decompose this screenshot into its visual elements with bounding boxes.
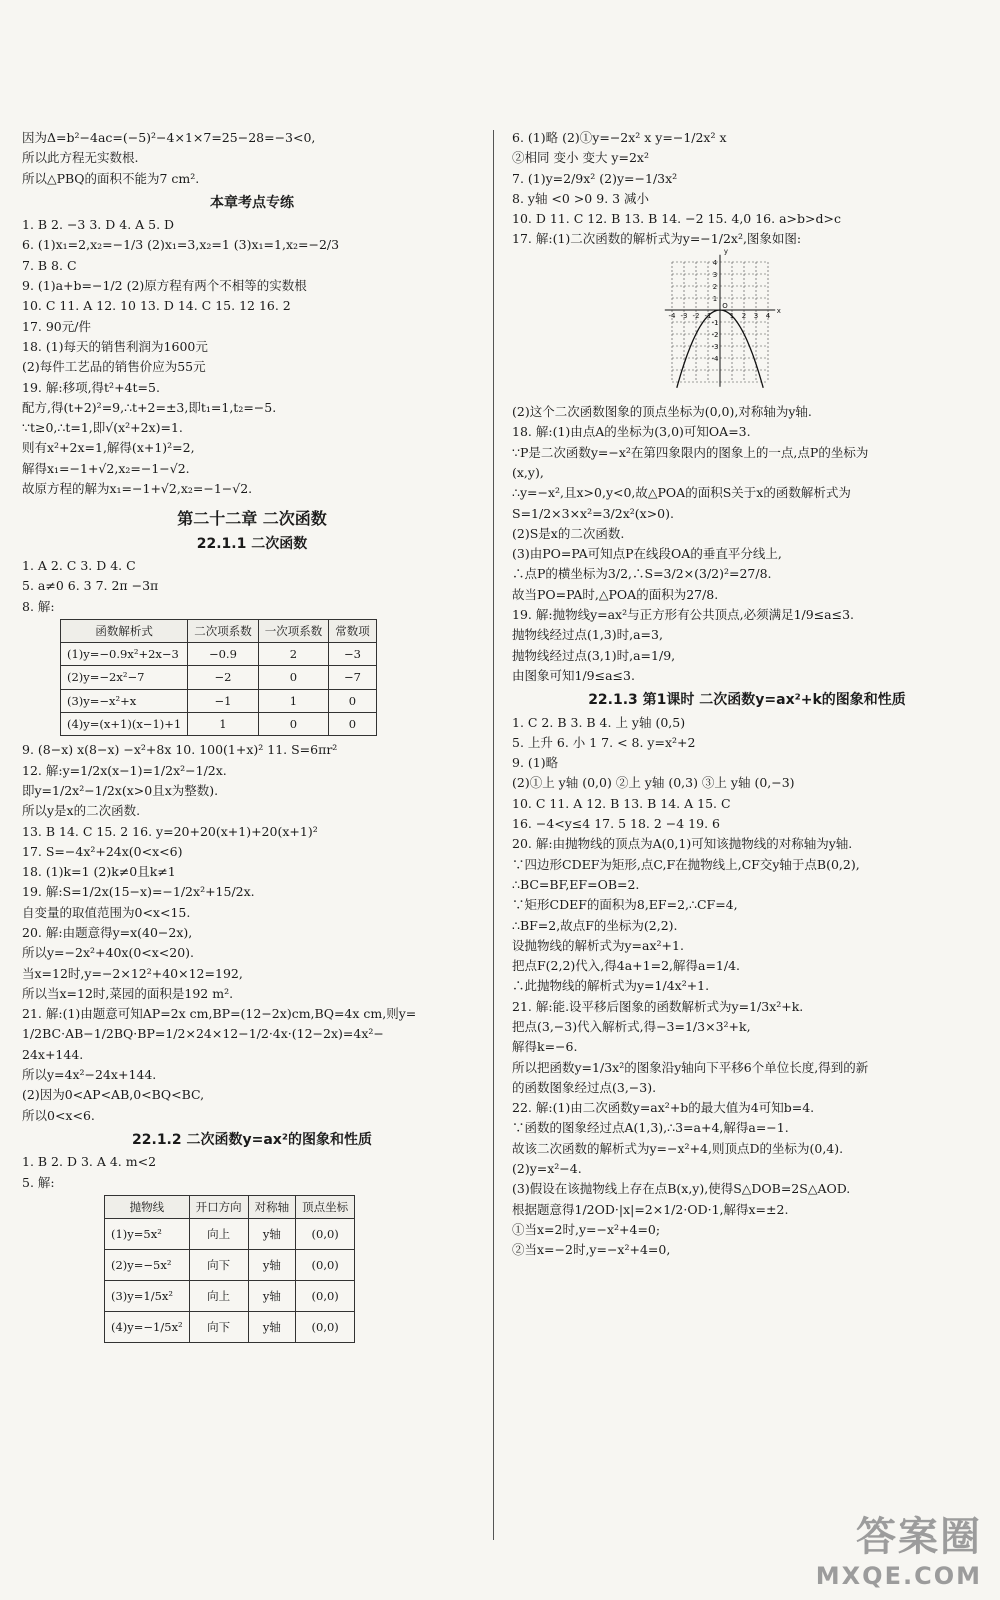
- table-cell: 0: [258, 713, 329, 736]
- answer-line: 解得x₁=−1+√2,x₂=−1−√2.: [22, 460, 190, 476]
- x-tick-label: 3: [753, 311, 759, 320]
- table-row: [61, 689, 377, 712]
- table-cell: (3)y=1/5x²: [105, 1281, 190, 1312]
- answer-line: 把点(3,−3)代入解析式,得−3=1/3×3²+k,: [512, 1018, 751, 1034]
- answer-line: 抛物线经过点(3,1)时,a=1/9,: [512, 647, 676, 663]
- table-cell: (2)y=−5x²: [105, 1250, 190, 1281]
- answer-line: (2)每件工艺品的销售价应为55元: [22, 359, 206, 375]
- answer-line: ∵P是二次函数y=−x²在第四象限内的图象上的一点,点P的坐标为: [512, 444, 869, 460]
- answer-line: 5. a≠0 6. 3 7. 2π −3π: [22, 578, 159, 594]
- answer-line: 7. (1)y=2/9x² (2)y=−1/3x²: [512, 170, 678, 186]
- table-cell: 0: [258, 666, 329, 689]
- answer-line: 的函数图象经过点(3,−3).: [512, 1079, 657, 1095]
- answer-line: ∴点P的横坐标为3/2,∴S=3/2×(3/2)²=27/8.: [512, 566, 772, 582]
- x-tick-label: -3: [680, 311, 688, 320]
- table-cell: (3)y=−x²+x: [61, 689, 188, 712]
- answer-line: (2)因为0<AP<AB,0<BQ<BC,: [22, 1087, 205, 1103]
- answer-line: 8. y轴 <0 >0 9. 3 减小: [512, 190, 650, 206]
- answer-line: (2)①上 y轴 (0,0) ②上 y轴 (0,3) ③上 y轴 (0,−3): [512, 775, 795, 791]
- table-cell: (2)y=−2x²−7: [61, 666, 188, 689]
- answer-line: 19. 解:移项,得t²+4t=5.: [22, 379, 160, 395]
- answer-line: 12. 解:y=1/2x(x−1)=1/2x²−1/2x.: [22, 762, 227, 778]
- table-cell: 1: [188, 713, 259, 736]
- table-cell: 向下: [189, 1312, 248, 1343]
- answer-line: ∴此抛物线的解析式为y=1/4x²+1.: [512, 978, 710, 994]
- watermark-logo: [816, 1505, 982, 1590]
- table-cell: y轴: [248, 1219, 296, 1250]
- left-column: [22, 128, 482, 1347]
- table-header-cell: 顶点坐标: [296, 1195, 355, 1218]
- origin-label: O: [722, 301, 728, 310]
- table-row: [105, 1281, 355, 1312]
- table-cell: (4)y=−1/5x²: [105, 1312, 190, 1343]
- answer-line: 根据题意得1/2OD·|x|=2×1/2·OD·1,解得x=±2.: [512, 1201, 789, 1217]
- answer-line: 故该二次函数的解析式为y=−x²+4,则顶点D的坐标为(0,4).: [512, 1140, 844, 1156]
- answer-line: 即y=1/2x²−1/2x(x>0且x为整数).: [22, 782, 219, 798]
- table-header-cell: 一次项系数: [258, 619, 329, 642]
- answer-line: ∴BC=BF,EF=OB=2.: [512, 876, 640, 892]
- answer-line: 17. 90元/件: [22, 318, 91, 334]
- answer-line: 8. 解:: [22, 598, 55, 614]
- answer-line: 19. 解:抛物线y=ax²与正方形有公共顶点,必须满足1/9≤a≤3.: [512, 607, 855, 623]
- right-answers-a: [512, 128, 982, 250]
- section-title-22-1-3: 22.1.3 第1课时 二次函数y=ax²+k的图象和性质: [588, 692, 906, 709]
- answer-line: 5. 上升 6. 小 1 7. < 8. y=x²+2: [512, 734, 696, 750]
- y-tick-label: -2: [711, 330, 719, 339]
- answer-line: ②相同 变小 变大 y=2x²: [512, 150, 649, 166]
- x-axis-label: x: [776, 306, 781, 315]
- table-cell: −3: [329, 643, 377, 666]
- y-tick-label: -4: [711, 354, 719, 363]
- table-row: [61, 666, 377, 689]
- table-cell: 2: [258, 643, 329, 666]
- answer-line: 5. 解:: [22, 1174, 55, 1190]
- answer-line: 18. (1)k=1 (2)k≠0且k≠1: [22, 864, 176, 880]
- table-header-cell: 常数项: [329, 619, 377, 642]
- section-22-1-2-answers: [22, 1152, 482, 1193]
- answer-line: ∵四边形CDEF为矩形,点C,F在抛物线上,CF交y轴于点B(0,2),: [512, 856, 860, 872]
- answer-line: 因为Δ=b²−4ac=(−5)²−4×1×7=25−28=−3<0,: [22, 130, 316, 145]
- answer-line: 所以△PBQ的面积不能为7 cm².: [22, 170, 200, 186]
- y-axis-label: y: [723, 247, 729, 256]
- table-cell: (0,0): [296, 1312, 355, 1343]
- table-cell: 0: [329, 689, 377, 712]
- answer-line: ②当x=−2时,y=−x²+4=0,: [512, 1242, 671, 1258]
- answer-line: (3)由PO=PA可知点P在线段OA的垂直平分线上,: [512, 546, 782, 562]
- answer-line: 1. B 2. −3 3. D 4. A 5. D: [22, 217, 175, 233]
- section-title-22-1-1: 22.1.1 二次函数: [196, 535, 308, 552]
- answer-line: 13. B 14. C 15. 2 16. y=20+20(x+1)+20(x+1)²: [22, 823, 318, 839]
- answer-line: 所以当x=12时,菜园的面积是192 m².: [22, 985, 234, 1001]
- table-header-cell: 抛物线: [105, 1195, 190, 1218]
- answer-line: 1. C 2. B 3. B 4. 上 y轴 (0,5): [512, 714, 686, 730]
- table-header-cell: 开口方向: [189, 1195, 248, 1218]
- answer-line: 16. −4<y≤4 17. 5 18. 2 −4 19. 6: [512, 816, 720, 832]
- table-row: [105, 1312, 355, 1343]
- answer-line: 24x+144.: [22, 1046, 84, 1062]
- answer-line: 1. A 2. C 3. D 4. C: [22, 557, 136, 573]
- answer-line: 所以y=−2x²+40x(0<x<20).: [22, 945, 195, 961]
- intro-lines: [22, 128, 482, 189]
- table-cell: (0,0): [296, 1281, 355, 1312]
- answer-line: 9. (1)略: [512, 755, 559, 771]
- answer-line: 6. (1)x₁=2,x₂=−1/3 (2)x₁=3,x₂=1 (3)x₁=1,x₂=−2/3: [22, 237, 340, 253]
- parabola-table: [104, 1195, 355, 1343]
- answer-line: 所以y是x的二次函数.: [22, 803, 141, 819]
- table-cell: (4)y=(x+1)(x−1)+1: [61, 713, 188, 736]
- answer-line: 故当PO=PA时,△POA的面积为27/8.: [512, 586, 719, 602]
- table-cell: (0,0): [296, 1250, 355, 1281]
- answer-line: 自变量的取值范围为0<x<15.: [22, 904, 191, 920]
- answer-line: 17. S=−4x²+24x(0<x<6): [22, 843, 183, 859]
- y-tick-label: -3: [711, 342, 719, 351]
- answer-line: 解得k=−6.: [512, 1039, 578, 1055]
- section-22-1-1-answers-continued: [22, 740, 482, 1126]
- table-cell: y轴: [248, 1250, 296, 1281]
- x-tick-label: -2: [692, 311, 700, 320]
- answer-line: ∴y=−x²,且x>0,y<0,故△POA的面积S关于x的函数解析式为: [512, 485, 851, 501]
- table-cell: (1)y=5x²: [105, 1219, 190, 1250]
- answer-line: 17. 解:(1)二次函数的解析式为y=−1/2x²,图象如图:: [512, 231, 802, 247]
- table-cell: −7: [329, 666, 377, 689]
- answer-line: ∵函数的图象经过点A(1,3),∴3=a+4,解得a=−1.: [512, 1120, 789, 1136]
- x-tick-label: 1: [729, 311, 735, 320]
- y-tick-label: 2: [712, 282, 718, 291]
- answer-line: 22. 解:(1)由二次函数y=ax²+b的最大值为4可知b=4.: [512, 1100, 815, 1116]
- answer-line: 21. 解:(1)由题意可知AP=2x cm,BP=(12−2x)cm,BQ=4x cm,则y=: [22, 1006, 417, 1022]
- answer-line: (x,y),: [512, 464, 544, 480]
- table-cell: 向上: [189, 1219, 248, 1250]
- table-cell: −2: [188, 666, 259, 689]
- answer-line: 18. 解:(1)由点A的坐标为(3,0)可知OA=3.: [512, 424, 751, 440]
- section-title-chapter-review: 本章考点专练: [210, 194, 294, 211]
- answer-line: 故原方程的解为x₁=−1+√2,x₂=−1−√2.: [22, 481, 253, 497]
- table-header-cell: 函数解析式: [61, 619, 188, 642]
- y-tick-label: 3: [712, 270, 718, 279]
- right-answers-b: [512, 402, 982, 686]
- table-cell: (0,0): [296, 1219, 355, 1250]
- answer-line: 10. C 11. A 12. B 13. B 14. A 15. C: [512, 795, 731, 811]
- answer-line: (2)y=x²−4.: [512, 1161, 582, 1177]
- y-tick-label: 1: [712, 294, 718, 303]
- answer-line: 由图象可知1/9≤a≤3.: [512, 667, 635, 683]
- answer-line: 当x=12时,y=−2×12²+40×12=192,: [22, 965, 243, 981]
- answer-line: 10. C 11. A 12. 10 13. D 14. C 15. 12 16. 2: [22, 298, 291, 314]
- answer-line: (2)这个二次函数图象的顶点坐标为(0,0),对称轴为y轴.: [512, 404, 812, 420]
- answer-line: 1/2BC·AB−1/2BQ·BP=1/2×24×12−1/2·4x·(12−2x)=4x²−: [22, 1026, 384, 1042]
- answer-line: 9. (8−x) x(8−x) −x²+8x 10. 100(1+x)² 11. S=6πr²: [22, 742, 338, 758]
- answer-line: 把点F(2,2)代入,得4a+1=2,解得a=1/4.: [512, 958, 741, 974]
- answer-line: ∵t≥0,∴t=1,即√(x²+2x)=1.: [22, 420, 183, 436]
- answer-line: 所以0<x<6.: [22, 1107, 95, 1123]
- answer-line: 抛物线经过点(1,3)时,a=3,: [512, 627, 663, 643]
- answer-line: 所以此方程无实数根.: [22, 150, 139, 166]
- answer-line: 6. (1)略 (2)①y=−2x² x y=−1/2x² x: [512, 130, 727, 145]
- table-row: [61, 713, 377, 736]
- answer-line: 所以把函数y=1/3x²的图象沿y轴向下平移6个单位长度,得到的新: [512, 1059, 869, 1075]
- section-title-22-1-2: 22.1.2 二次函数y=ax²的图象和性质: [132, 1131, 372, 1148]
- answer-line: 10. D 11. C 12. B 13. B 14. −2 15. 4,0 16. a>b>d>c: [512, 211, 841, 227]
- answer-line: ∴BF=2,故点F的坐标为(2,2).: [512, 917, 678, 933]
- coefficient-table: [60, 619, 377, 736]
- table-cell: y轴: [248, 1281, 296, 1312]
- parabola-graph: [662, 247, 782, 392]
- table-row: [105, 1219, 355, 1250]
- answer-line: 21. 解:能.设平移后图象的函数解析式为y=1/3x²+k.: [512, 998, 804, 1014]
- section-22-1-1-answers: [22, 556, 482, 617]
- y-tick-label: -1: [711, 318, 719, 327]
- answer-line: 9. (1)a+b=−1/2 (2)原方程有两个不相等的实数根: [22, 278, 307, 294]
- column-divider: [493, 130, 494, 1540]
- x-tick-label: 2: [741, 311, 747, 320]
- right-column: [512, 128, 982, 1261]
- y-tick-label: 4: [712, 258, 718, 267]
- chapter-title: 第二十二章 二次函数: [177, 509, 327, 529]
- table-row: [61, 643, 377, 666]
- answer-line: 设抛物线的解析式为y=ax²+1.: [512, 937, 684, 953]
- answer-line: ∵矩形CDEF的面积为8,EF=2,∴CF=4,: [512, 897, 738, 913]
- chapter-review-answers: [22, 215, 482, 499]
- answer-line: 19. 解:S=1/2x(15−x)=−1/2x²+15/2x.: [22, 884, 255, 900]
- table-header-cell: 二次项系数: [188, 619, 259, 642]
- table-cell: −1: [188, 689, 259, 712]
- answer-line: 1. B 2. D 3. A 4. m<2: [22, 1154, 157, 1170]
- table-cell: 向下: [189, 1250, 248, 1281]
- answer-line: 则有x²+2x=1,解得(x+1)²=2,: [22, 440, 195, 456]
- table-cell: 向上: [189, 1281, 248, 1312]
- table-row: [105, 1250, 355, 1281]
- table-cell: y轴: [248, 1312, 296, 1343]
- table-cell: 1: [258, 689, 329, 712]
- watermark-url: MXQE.COM: [815, 1562, 982, 1590]
- answer-line: 20. 解:由抛物线的顶点为A(0,1)可知该抛物线的对称轴为y轴.: [512, 836, 853, 852]
- x-tick-label: 4: [765, 311, 771, 320]
- x-tick-label: -1: [704, 311, 712, 320]
- table-cell: 0: [329, 713, 377, 736]
- answer-line: 18. (1)每天的销售利润为1600元: [22, 338, 208, 354]
- right-answers-c: [512, 713, 982, 1261]
- answer-line: S=1/2×3×x²=3/2x²(x>0).: [512, 505, 674, 521]
- answer-line: ①当x=2时,y=−x²+4=0;: [512, 1221, 661, 1237]
- answer-line: (3)假设在该抛物线上存在点B(x,y),使得S△DOB=2S△AOD.: [512, 1181, 851, 1197]
- x-tick-label: -4: [668, 311, 676, 320]
- table-cell: (1)y=−0.9x²+2x−3: [61, 643, 188, 666]
- answer-line: 所以y=4x²−24x+144.: [22, 1067, 157, 1083]
- answer-line: 7. B 8. C: [22, 257, 77, 273]
- watermark-text: 答案圈: [856, 1514, 982, 1560]
- table-cell: −0.9: [188, 643, 259, 666]
- answer-line: (2)S是x的二次函数.: [512, 525, 625, 541]
- answer-line: 20. 解:由题意得y=x(40−2x),: [22, 924, 193, 940]
- table-header-cell: 对称轴: [248, 1195, 296, 1218]
- answer-line: 配方,得(t+2)²=9,∴t+2=±3,即t₁=1,t₂=−5.: [22, 399, 277, 415]
